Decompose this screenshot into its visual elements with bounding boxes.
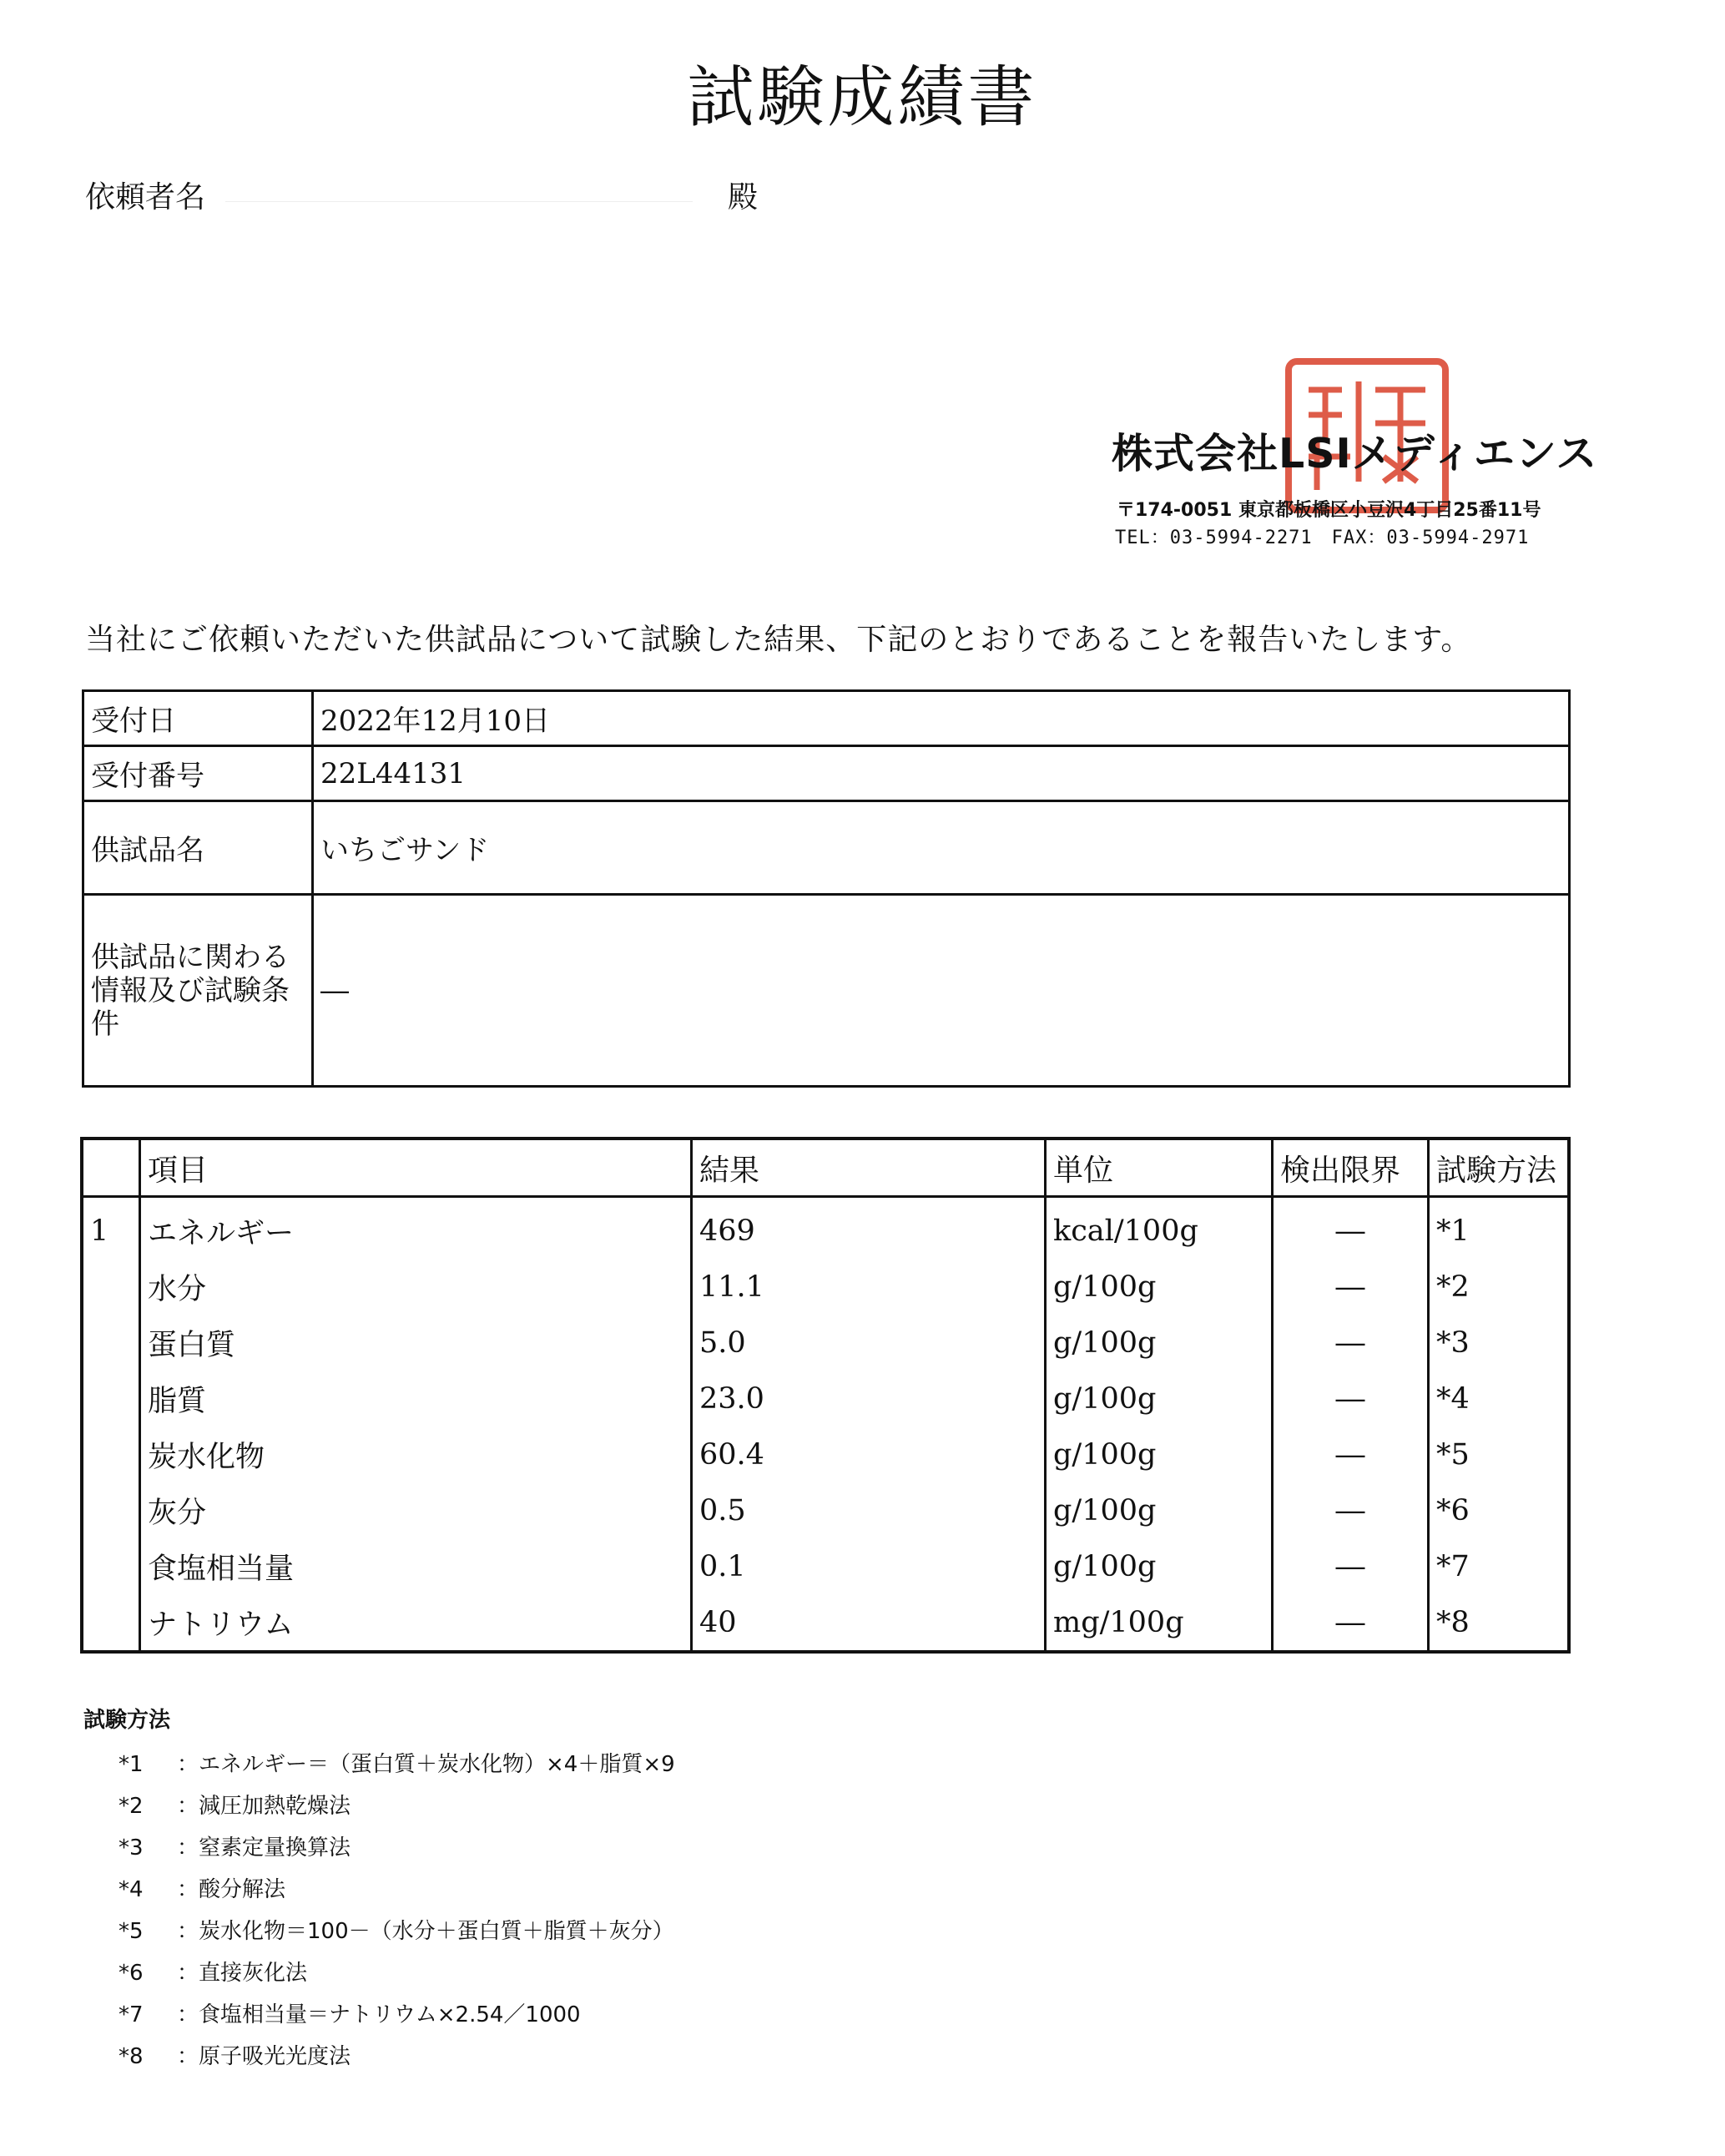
table-row	[82, 1259, 1569, 1315]
cell-result: 5.0	[692, 1315, 1046, 1371]
cell-item: 蛋白質	[140, 1315, 692, 1371]
issuer-name: 株式会社LSIメディエンス	[1112, 430, 1598, 477]
cell-unit: g/100g	[1046, 1538, 1273, 1594]
method-code: *3	[119, 1835, 144, 1861]
table-row	[82, 1197, 1569, 1260]
info-row	[83, 801, 1570, 895]
cell-method: *5	[1429, 1426, 1570, 1482]
method-code: *2	[119, 1794, 144, 1819]
cell-limit: ―	[1273, 1371, 1429, 1426]
method-text: ：窒素定量換算法	[177, 1835, 351, 1861]
table-row	[82, 1482, 1569, 1538]
cell-result: 40	[692, 1594, 1046, 1652]
cell-limit: ―	[1273, 1259, 1429, 1315]
method-note	[119, 1747, 675, 1778]
client-label: 依頼者名	[85, 180, 206, 215]
method-text: ：エネルギー＝（蛋白質＋炭水化物）×4＋脂質×9	[177, 1752, 675, 1777]
cell-no	[82, 1482, 140, 1538]
cell-limit: ―	[1273, 1426, 1429, 1482]
cell-item: エネルギー	[140, 1197, 692, 1260]
method-text: ：直接灰化法	[177, 1961, 308, 1986]
cell-unit: g/100g	[1046, 1315, 1273, 1371]
cell-unit: g/100g	[1046, 1426, 1273, 1482]
method-text: ：炭水化物＝100－（水分＋蛋白質＋脂質＋灰分）	[177, 1919, 674, 1944]
cell-result: 11.1	[692, 1259, 1046, 1315]
cell-method: *3	[1429, 1315, 1570, 1371]
cell-limit: ―	[1273, 1315, 1429, 1371]
method-note	[119, 1872, 285, 1903]
cell-result: 23.0	[692, 1371, 1046, 1426]
header-limit: 検出限界	[1273, 1139, 1429, 1197]
info-label: 供試品に関わる情報及び試験条件	[83, 895, 313, 1087]
cell-no	[82, 1426, 140, 1482]
cell-unit: g/100g	[1046, 1259, 1273, 1315]
methods-heading: 試験方法	[83, 1708, 171, 1733]
cell-method: *2	[1429, 1259, 1570, 1315]
info-label: 供試品名	[83, 801, 313, 895]
cell-item: 水分	[140, 1259, 692, 1315]
info-row	[83, 691, 1570, 746]
cell-unit: g/100g	[1046, 1482, 1273, 1538]
method-code: *4	[119, 1877, 144, 1902]
cell-limit: ―	[1273, 1538, 1429, 1594]
cell-unit: kcal/100g	[1046, 1197, 1273, 1260]
method-text: ：原子吸光光度法	[177, 2044, 351, 2069]
issuer-contact: TEL：03-5994-2271 FAX：03-5994-2971	[1115, 528, 1530, 548]
cell-unit: g/100g	[1046, 1371, 1273, 1426]
cell-item: 灰分	[140, 1482, 692, 1538]
results-body	[82, 1197, 1569, 1653]
method-note	[119, 1997, 581, 2028]
cell-result: 0.5	[692, 1482, 1046, 1538]
cell-method: *6	[1429, 1482, 1570, 1538]
results-header-row	[82, 1139, 1569, 1197]
document-title: 試験成績書	[687, 58, 1038, 136]
method-code: *1	[119, 1752, 144, 1777]
info-row	[83, 895, 1570, 1087]
cell-no: 1	[90, 1214, 109, 1248]
cell-result: 469	[692, 1197, 1046, 1260]
cell-item: 炭水化物	[140, 1426, 692, 1482]
cell-method: *8	[1429, 1594, 1570, 1652]
cell-method: *4	[1429, 1371, 1570, 1426]
table-row	[82, 1426, 1569, 1482]
header-method: 試験方法	[1429, 1139, 1570, 1197]
method-text: ：食塩相当量＝ナトリウム×2.54／1000	[177, 2002, 581, 2027]
info-label: 受付番号	[83, 746, 313, 801]
method-note	[119, 1914, 674, 1945]
method-note	[119, 2039, 351, 2070]
table-row	[82, 1538, 1569, 1594]
method-note	[119, 1956, 307, 1987]
cell-unit: mg/100g	[1046, 1594, 1273, 1652]
method-text: ：酸分解法	[177, 1877, 286, 1902]
cell-limit: ―	[1273, 1197, 1429, 1260]
header-item: 項目	[140, 1139, 692, 1197]
results-table	[80, 1137, 1571, 1654]
method-code: *6	[119, 1961, 144, 1986]
cell-result: 0.1	[692, 1538, 1046, 1594]
sample-info-table	[82, 689, 1571, 1088]
header-unit: 単位	[1046, 1139, 1273, 1197]
cell-item: ナトリウム	[140, 1594, 692, 1652]
info-value: いちごサンド	[313, 801, 1570, 895]
table-row	[82, 1371, 1569, 1426]
cell-no	[82, 1259, 140, 1315]
header-no	[82, 1139, 140, 1197]
report-intro: 当社にご依頼いただいた供試品について試験した結果、下記のとおりであることを報告いたします。	[85, 623, 1472, 657]
cell-method: *7	[1429, 1538, 1570, 1594]
cell-no	[82, 1371, 140, 1426]
cell-method: *1	[1429, 1197, 1570, 1260]
table-row	[82, 1315, 1569, 1371]
cell-item: 食塩相当量	[140, 1538, 692, 1594]
issuer-address: 〒174-0051 東京都板橋区小豆沢4丁目25番11号	[1117, 500, 1541, 521]
info-value: 22L44131	[313, 746, 1570, 801]
info-row	[83, 746, 1570, 801]
method-code: *8	[119, 2044, 144, 2069]
cell-no	[82, 1315, 140, 1371]
cell-limit: ―	[1273, 1594, 1429, 1652]
client-name	[225, 171, 693, 202]
info-value: 2022年12月10日	[313, 691, 1570, 746]
info-label: 受付日	[83, 691, 313, 746]
method-code: *7	[119, 2002, 144, 2027]
table-row	[82, 1594, 1569, 1652]
client-honorific: 殿	[728, 180, 759, 215]
info-value: ―	[313, 895, 1570, 1087]
method-note	[119, 1830, 351, 1861]
method-code: *5	[119, 1919, 144, 1944]
header-result: 結果	[692, 1139, 1046, 1197]
cell-no	[82, 1538, 140, 1594]
cell-no	[82, 1594, 140, 1652]
method-text: ：減圧加熱乾燥法	[177, 1794, 351, 1819]
cell-result: 60.4	[692, 1426, 1046, 1482]
cell-item: 脂質	[140, 1371, 692, 1426]
cell-limit: ―	[1273, 1482, 1429, 1538]
method-note	[119, 1789, 351, 1820]
